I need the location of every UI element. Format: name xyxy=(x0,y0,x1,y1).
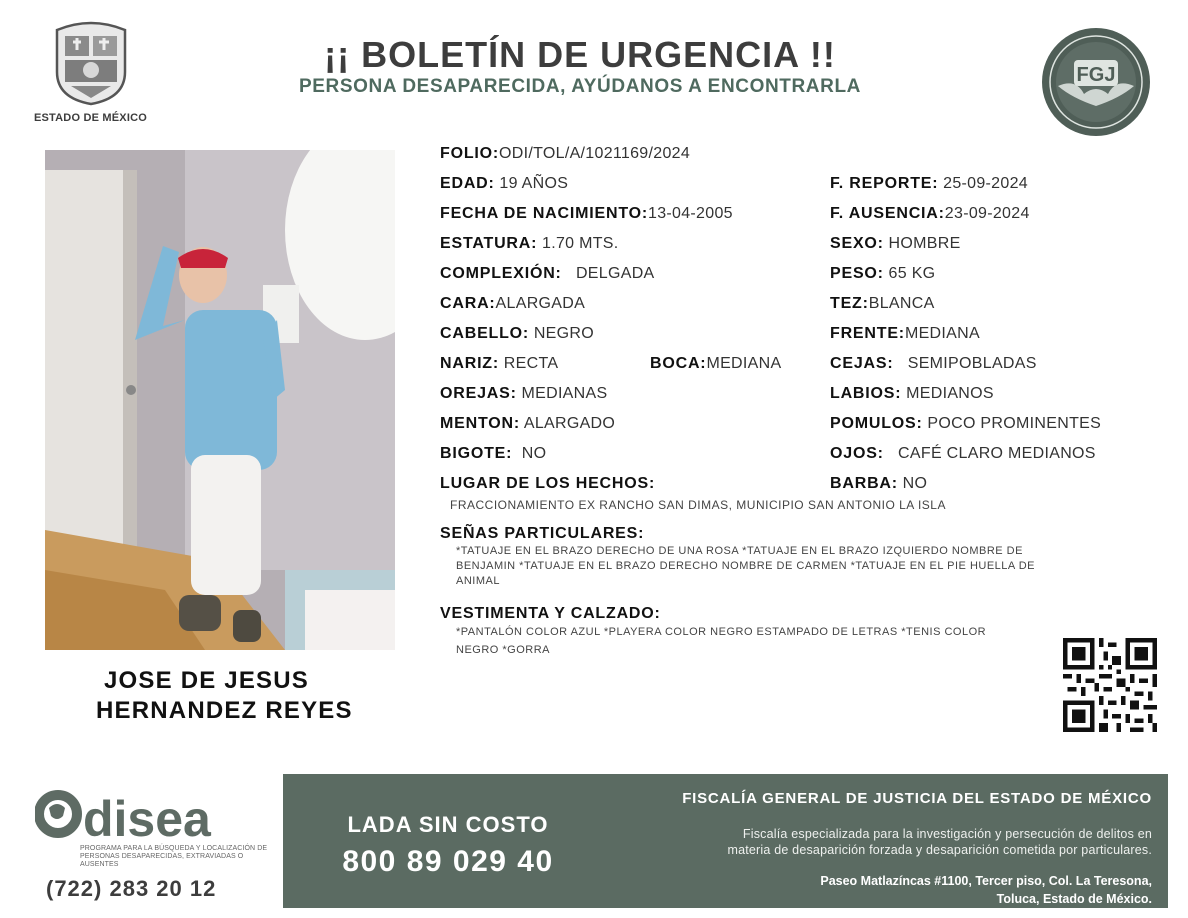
cejas-value: SEMIPOBLADAS xyxy=(907,355,1037,372)
odisea-phone: (722) 283 20 12 xyxy=(46,876,217,901)
senas-line-3: ANIMAL xyxy=(456,575,500,587)
orejas-value: MEDIANAS xyxy=(521,385,608,402)
boca-value: MEDIANA xyxy=(706,355,782,372)
edad-label: EDAD: xyxy=(440,175,495,192)
cara-row xyxy=(440,295,585,313)
missing-person-photo xyxy=(45,150,395,650)
fgj-address xyxy=(592,872,1152,908)
menton-value: ALARGADO xyxy=(523,415,616,432)
estatura-value: 1.70 MTS. xyxy=(542,235,619,252)
tez-value: BLANCA xyxy=(868,295,935,312)
pomulos-row xyxy=(830,415,1101,433)
complexion-row xyxy=(440,265,655,283)
frente-label: FRENTE: xyxy=(830,325,905,342)
tez-label: TEZ: xyxy=(830,295,869,312)
labios-value: MEDIANOS xyxy=(906,385,994,402)
folio-row xyxy=(440,145,690,163)
person-name xyxy=(60,666,420,726)
nariz-label: NARIZ: xyxy=(440,355,500,372)
lada-number: 800 89 029 40 xyxy=(342,845,554,878)
folio-label: FOLIO: xyxy=(440,145,500,162)
odisea-program-text: PROGRAMA PARA LA BÚSQUEDA Y LOCALIZACIÓN DE PERSONAS DESAPARECIDAS, EXTRAVIADAS O AUSENTES xyxy=(80,845,268,868)
orejas-label: OREJAS: xyxy=(440,385,517,402)
sexo-value: HOMBRE xyxy=(888,235,961,252)
fecha-nacimiento-label: FECHA DE NACIMIENTO: xyxy=(440,205,648,222)
barba-label: BARBA: xyxy=(830,475,898,492)
fgj-description-line-1: Fiscalía especializada para la investigación y persecución de delitos en xyxy=(742,827,1152,841)
f-ausencia-label: F. AUSENCIA: xyxy=(830,205,945,222)
person-name-line-1: JOSE DE JESUS xyxy=(104,667,310,694)
complexion-label: COMPLEXIÓN: xyxy=(440,265,562,282)
bigote-label: BIGOTE: xyxy=(440,445,513,462)
f-ausencia-row xyxy=(830,205,1030,223)
senas-line-2: BENJAMIN *TATUAJE EN EL BRAZO DERECHO NOMBRE DE CARMEN *TATUAJE EN EL PIE HUELLA DE xyxy=(456,560,1035,572)
vestimenta-line-1: *PANTALÓN COLOR AZUL *PLAYERA COLOR NEGRO ESTAMPADO DE LETRAS *TENIS COLOR xyxy=(456,626,987,638)
cara-label: CARA: xyxy=(440,295,496,312)
orejas-row xyxy=(440,385,607,403)
tez-row xyxy=(830,295,935,313)
odisea-word: disea xyxy=(83,791,211,846)
odisea-logo-icon xyxy=(35,786,275,846)
pomulos-value: POCO PROMINENTES xyxy=(927,415,1102,432)
bigote-value: NO xyxy=(521,445,547,462)
senas-heading: SEÑAS PARTICULARES: xyxy=(440,525,645,542)
sexo-row xyxy=(830,235,961,253)
ojos-value: CAFÉ CLARO MEDIANOS xyxy=(898,445,1096,462)
peso-value: 65 KG xyxy=(888,265,936,282)
cejas-row xyxy=(830,355,1037,373)
nariz-row xyxy=(440,355,558,373)
person-name-line-2: HERNANDEZ REYES xyxy=(96,697,353,724)
fgj-logo-text: FGJ xyxy=(1076,64,1116,86)
fgj-name: FISCALÍA GENERAL DE JUSTICIA DEL ESTADO DE MÉXICO xyxy=(682,790,1152,807)
frente-value: MEDIANA xyxy=(904,325,980,342)
lugar-row xyxy=(440,475,655,493)
fecha-nacimiento-row xyxy=(440,205,733,223)
qr-code-icon xyxy=(1063,638,1157,732)
fgj-description-line-2: materia de desaparición forzada y desaparición cometida por particulares. xyxy=(727,843,1152,857)
vestimenta-heading: VESTIMENTA Y CALZADO: xyxy=(440,605,661,622)
sexo-label: SEXO: xyxy=(830,235,884,252)
qr-code[interactable] xyxy=(1063,638,1157,732)
peso-row xyxy=(830,265,935,283)
barba-row xyxy=(830,475,927,493)
state-caption: ESTADO DE MÉXICO xyxy=(33,112,147,124)
f-reporte-row xyxy=(830,175,1028,193)
lugar-label: LUGAR DE LOS HECHOS: xyxy=(440,475,656,492)
labios-row xyxy=(830,385,994,403)
boca-row xyxy=(650,355,781,373)
bigote-row xyxy=(440,445,546,463)
estado-de-mexico-logo xyxy=(28,20,153,130)
vestimenta-line-2: NEGRO *GORRA xyxy=(456,644,551,656)
folio-value: ODI/TOL/A/1021169/2024 xyxy=(499,145,691,162)
bulletin-subtitle: PERSONA DESAPARECIDA, AYÚDANOS A ENCONTRARLA xyxy=(299,76,861,97)
cara-value: ALARGADA xyxy=(495,295,586,312)
senas-line-1: *TATUAJE EN EL BRAZO DERECHO DE UNA ROSA *TATUAJE EN EL BRAZO IZQUIERDO NOMBRE DE xyxy=(456,545,1023,557)
f-ausencia-value: 23-09-2024 xyxy=(944,205,1030,222)
ojos-row xyxy=(830,445,1096,463)
edad-row xyxy=(440,175,568,193)
lada-label: LADA SIN COSTO xyxy=(347,812,549,837)
fgj-address-line-2: Toluca, Estado de México. xyxy=(996,892,1152,906)
f-reporte-label: F. REPORTE: xyxy=(830,175,939,192)
estatura-row xyxy=(440,235,619,253)
estatura-label: ESTATURA: xyxy=(440,235,538,252)
coat-of-arms-icon xyxy=(51,20,131,106)
f-reporte-value: 25-09-2024 xyxy=(943,175,1028,192)
cabello-value: NEGRO xyxy=(533,325,594,342)
cejas-label: CEJAS: xyxy=(830,355,894,372)
lugar-value: FRACCIONAMIENTO EX RANCHO SAN DIMAS, MUNICIPIO SAN ANTONIO LA ISLA xyxy=(450,498,946,512)
fgj-description xyxy=(592,826,1152,858)
nariz-value: RECTA xyxy=(503,355,559,372)
pomulos-label: POMULOS: xyxy=(830,415,923,432)
edad-value: 19 AÑOS xyxy=(499,175,569,192)
ojos-label: OJOS: xyxy=(830,445,884,462)
bulletin-title: ¡¡ BOLETÍN DE URGENCIA !! xyxy=(324,34,836,75)
frente-row xyxy=(830,325,980,343)
cabello-row xyxy=(440,325,594,343)
boca-label: BOCA: xyxy=(650,355,707,372)
cabello-label: CABELLO: xyxy=(440,325,530,342)
peso-label: PESO: xyxy=(830,265,884,282)
fgj-seal-logo xyxy=(1040,26,1152,138)
barba-value: NO xyxy=(902,475,928,492)
fgj-address-line-1: Paseo Matlazíncas #1100, Tercer piso, Col. La Teresona, xyxy=(820,874,1152,888)
menton-label: MENTON: xyxy=(440,415,520,432)
labios-label: LABIOS: xyxy=(830,385,902,402)
fecha-nacimiento-value: 13-04-2005 xyxy=(648,205,733,222)
complexion-value: DELGADA xyxy=(575,265,655,282)
menton-row xyxy=(440,415,615,433)
fgj-seal-icon xyxy=(1040,26,1152,138)
